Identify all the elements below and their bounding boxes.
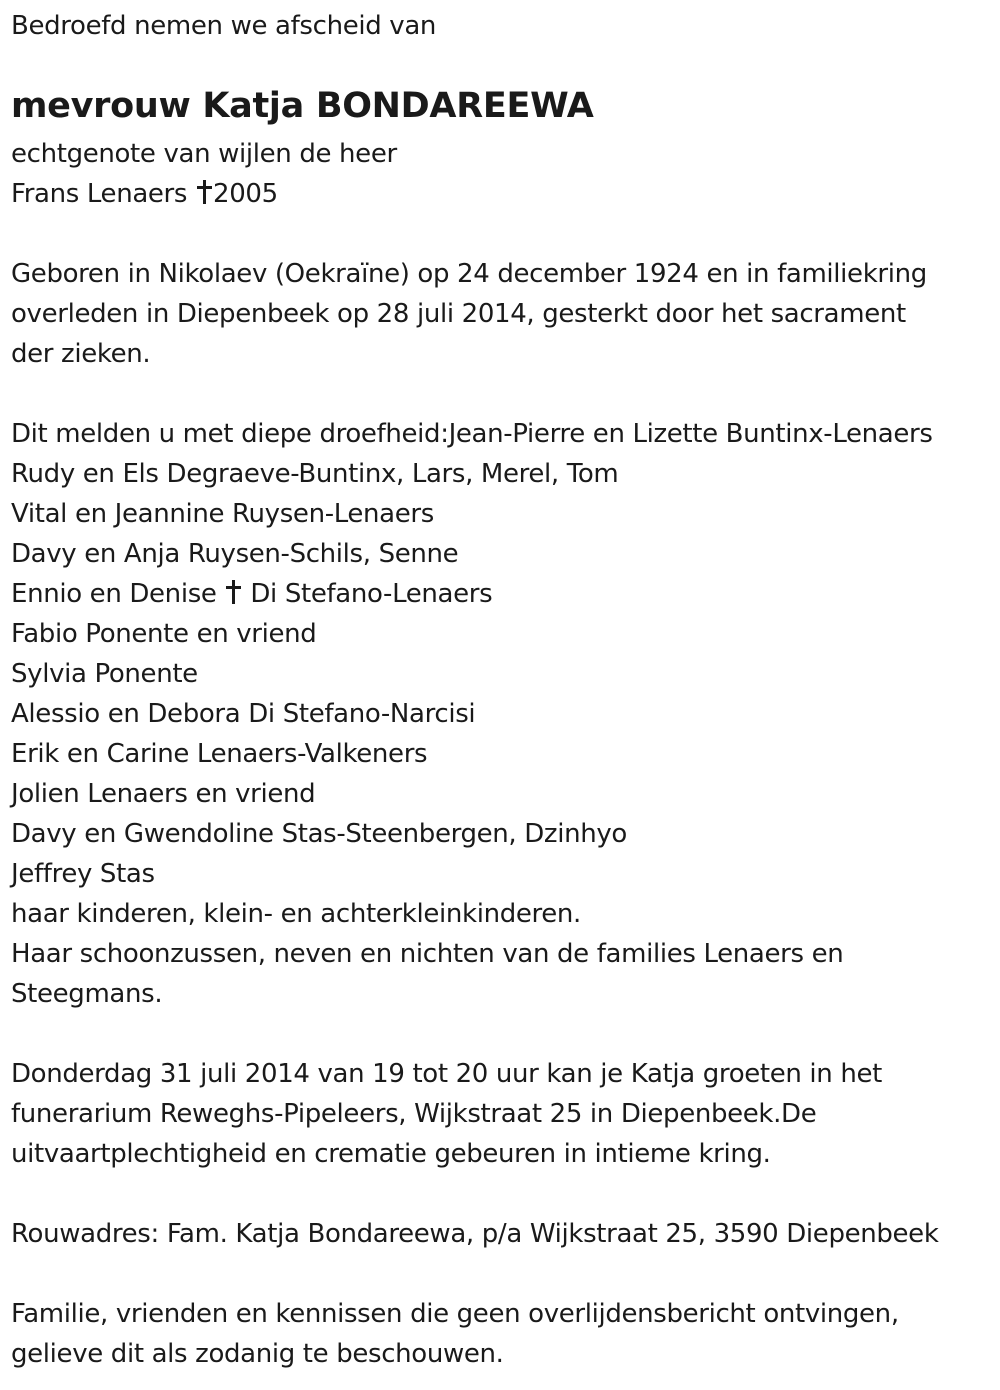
family-line bbox=[11, 574, 933, 614]
relation-line: echtgenote van wijlen de heer bbox=[11, 139, 397, 169]
family-list bbox=[11, 414, 933, 1014]
family-line: Vital en Jeannine Ruysen-Lenaers bbox=[11, 499, 434, 529]
family-line: Rudy en Els Degraeve-Buntinx, Lars, Merel, Tom bbox=[11, 459, 619, 489]
spouse-death-year: 2005 bbox=[213, 179, 278, 209]
family-line: Davy en Anja Ruysen-Schils, Senne bbox=[11, 539, 459, 569]
paragraph-line: gelieve dit als zodanig te beschouwen. bbox=[11, 1339, 504, 1369]
family-line: Haar schoonzussen, neven en nichten van de families Lenaers en bbox=[11, 939, 844, 969]
spouse-name: Frans Lenaers bbox=[11, 179, 188, 209]
address-line: Rouwadres: Fam. Katja Bondareewa, p/a Wijkstraat 25, 3590 Diepenbeek bbox=[11, 1219, 939, 1249]
family-line: Jeffrey Stas bbox=[11, 859, 155, 889]
family-line: Jolien Lenaers en vriend bbox=[11, 779, 316, 809]
spouse-relation bbox=[11, 134, 397, 214]
intro-text: Bedroefd nemen we afscheid van bbox=[11, 11, 437, 41]
birth-death-paragraph bbox=[11, 254, 927, 374]
family-line: Fabio Ponente en vriend bbox=[11, 619, 317, 649]
family-line: Davy en Gwendoline Stas-Steenbergen, Dzinhyo bbox=[11, 819, 627, 849]
spouse-line bbox=[11, 174, 397, 214]
closing-paragraph bbox=[11, 1294, 899, 1374]
family-name-part: Ennio en Denise bbox=[11, 579, 217, 609]
paragraph-line: overleden in Diepenbeek op 28 juli 2014, gesterkt door het sacrament bbox=[11, 299, 906, 329]
paragraph-line: Geboren in Nikolaev (Oekraïne) op 24 december 1924 en in familiekring bbox=[11, 259, 927, 289]
paragraph-line: uitvaartplechtigheid en crematie gebeuren in intieme kring. bbox=[11, 1139, 771, 1169]
mourning-address bbox=[11, 1214, 939, 1254]
visitation-paragraph bbox=[11, 1054, 882, 1174]
family-name-part: Di Stefano-Lenaers bbox=[250, 579, 493, 609]
cross-icon bbox=[226, 579, 240, 605]
family-line: haar kinderen, klein- en achterkleinkinderen. bbox=[11, 899, 581, 929]
paragraph-line: der zieken. bbox=[11, 339, 151, 369]
family-line: Sylvia Ponente bbox=[11, 659, 198, 689]
family-line: Erik en Carine Lenaers-Valkeners bbox=[11, 739, 428, 769]
paragraph-line: Familie, vrienden en kennissen die geen overlijdensbericht ontvingen, bbox=[11, 1299, 899, 1329]
cross-icon bbox=[197, 179, 211, 205]
family-line: Steegmans. bbox=[11, 979, 163, 1009]
paragraph-line: funerarium Reweghs-Pipeleers, Wijkstraat 25 in Diepenbeek.De bbox=[11, 1099, 817, 1129]
family-line: Dit melden u met diepe droefheid:Jean-Pierre en Lizette Buntinx-Lenaers bbox=[11, 419, 933, 449]
family-line: Alessio en Debora Di Stefano-Narcisi bbox=[11, 699, 476, 729]
paragraph-line: Donderdag 31 juli 2014 van 19 tot 20 uur kan je Katja groeten in het bbox=[11, 1059, 882, 1089]
deceased-name: mevrouw Katja BONDAREEWA bbox=[11, 86, 594, 126]
